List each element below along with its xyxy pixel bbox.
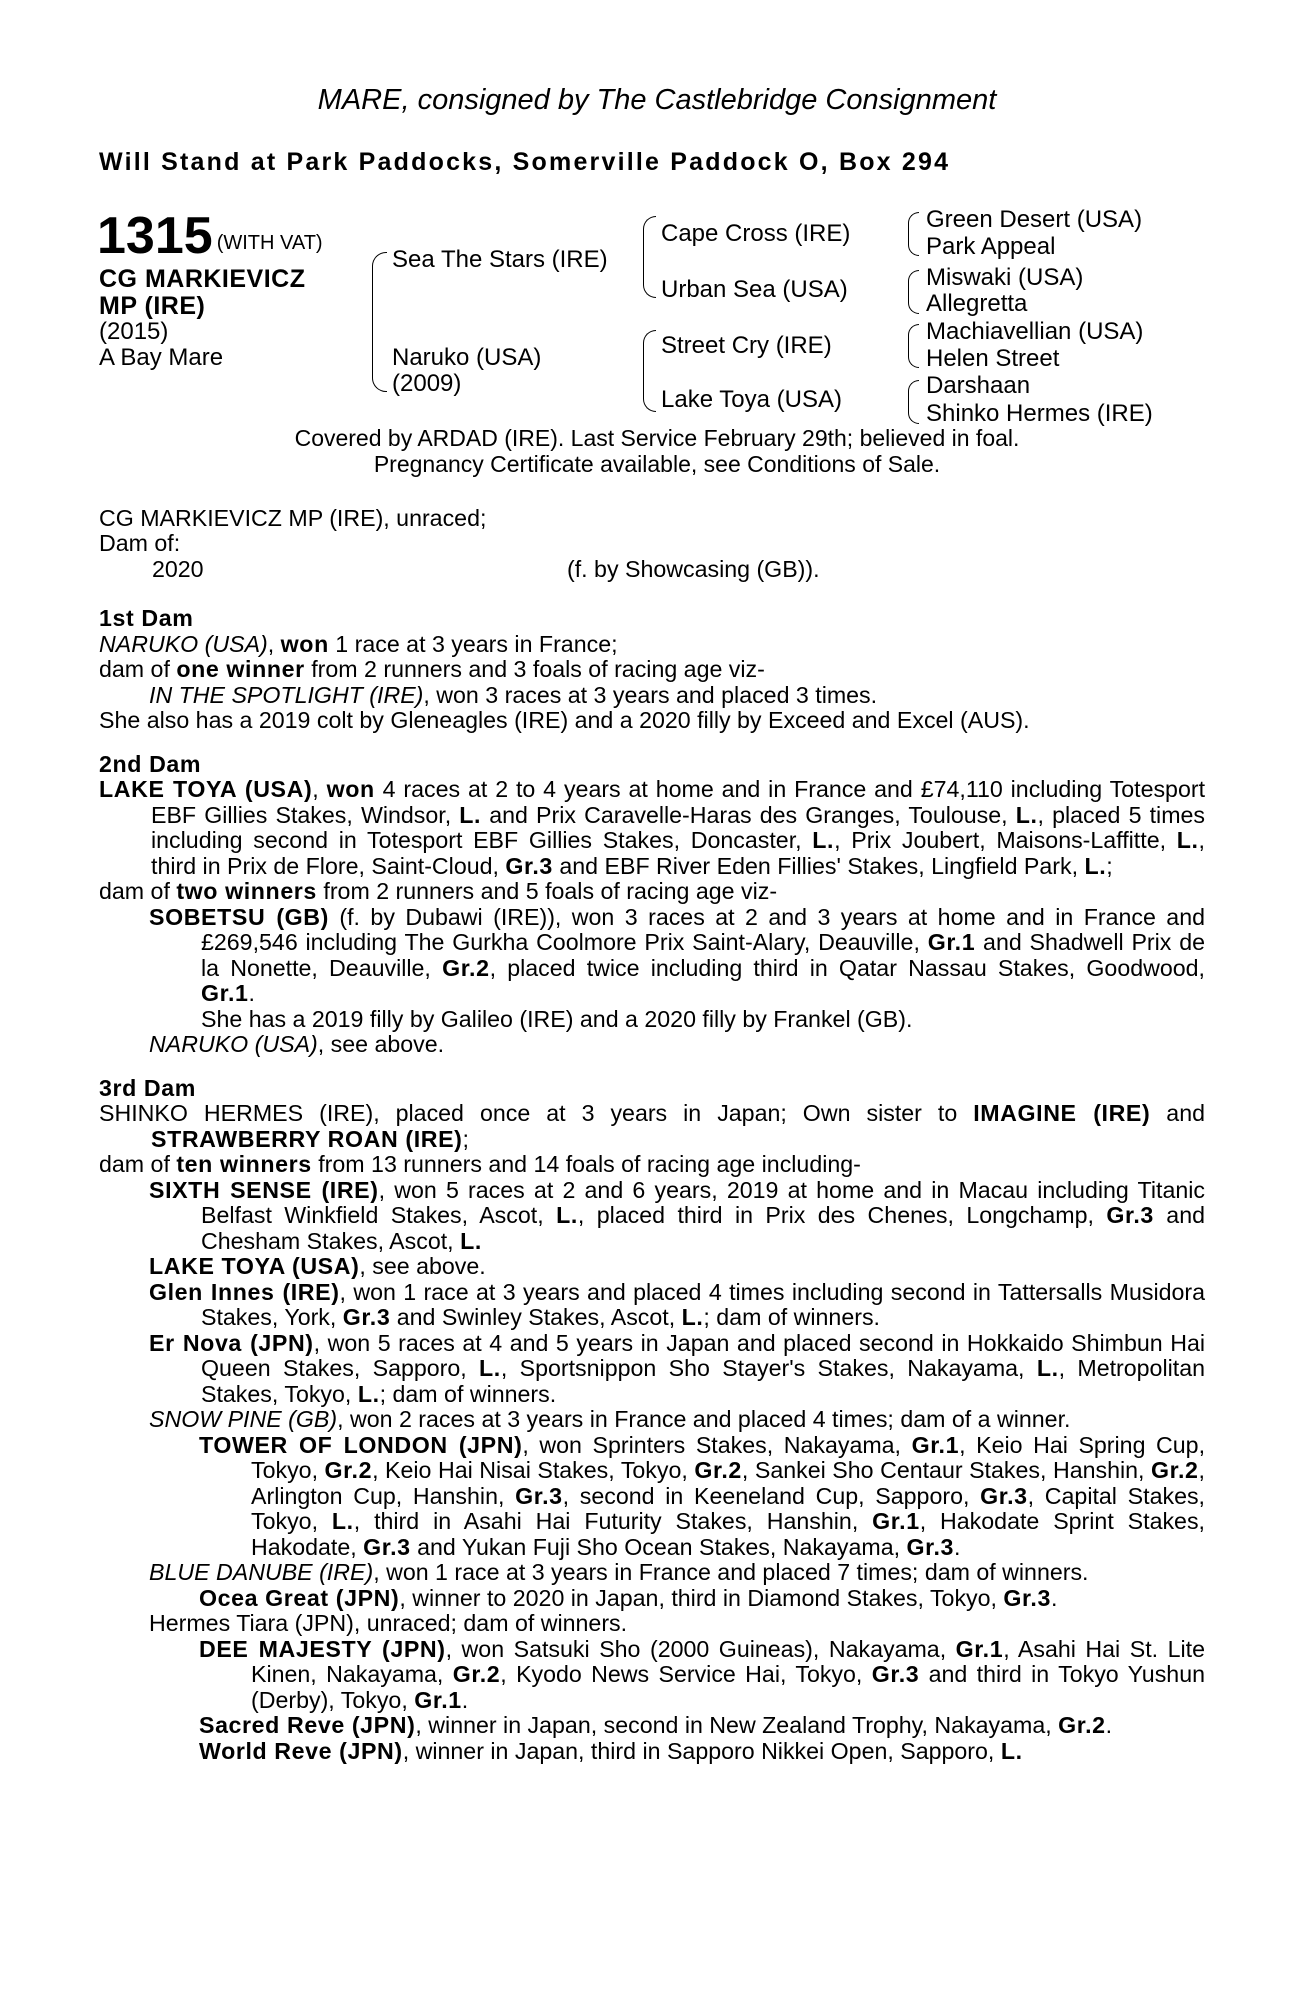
dam1-also: She also has a 2019 colt by Gleneagles (IRE) and a 2020 filly by Exceed and Excel (AUS). [99,707,1030,733]
pedigree-brace-ss [908,212,919,256]
dam1-dam-of: dam of one winner from 2 runners and 3 foals of racing age viz- [99,656,765,682]
covered-line2: Pregnancy Certificate available, see Conditions of Sale. [373,451,941,477]
intro-foal-year: 2020 [152,556,204,582]
dam3-dee-majesty: DEE MAJESTY (JPN), won Satsuki Sho (2000 Guineas), Nakayama, Gr.1, Asahi Hai St. Lite Kinen, Nakayama, Gr.2, Kyodo News Service Hai, Tokyo, Gr.3 and third in Tokyo Yushun (Derby), Tokyo, Gr.1. [199,1635,1206,1713]
dam3-sacred-reve: Sacred Reve (JPN), winner in Japan, second in New Zealand Trophy, Nakayama, Gr.2. [199,1712,1113,1738]
dam3-snow-pine: SNOW PINE (GB), won 2 races at 3 years in France and placed 4 times; dam of a winner. [149,1406,1071,1432]
heading-1st-dam: 1st Dam [99,605,194,631]
stand-location: Will Stand at Park Paddocks, Somerville Paddock O, Box 294 [99,148,951,176]
pedigree-sds: Miswaki (USA) [926,264,1084,291]
pedigree-dam-year: (2009) [392,370,462,397]
heading-2nd-dam: 2nd Dam [99,750,202,777]
dam2-dam-of: dam of two winners from 2 runners and 5 foals of racing age viz- [99,878,778,904]
dam3-world-reve: World Reve (JPN), winner in Japan, third in Sapporo Nikkei Open, Sapporo, L. [199,1737,1023,1764]
dam3-er-nova: Er Nova (JPN), won 5 races at 4 and 5 years in Japan and placed second in Hokkaido Shimbun Hai Queen Stakes, Sapporo, L., Sportsnippon Sho Stayer's Stakes, Nakayama, L., Metropolitan Stakes, Tokyo, L.; dam of winners. [149,1329,1205,1407]
pedigree-dsd: Helen Street [926,345,1060,372]
pedigree-sire: Sea The Stars (IRE) [392,246,608,273]
intro-line2: Dam of: [99,530,181,556]
pedigree-brace-sire [643,216,656,298]
intro-foal-desc: (f. by Showcasing (GB)). [567,556,820,582]
pedigree-ddd: Shinko Hermes (IRE) [926,400,1153,427]
pedigree-ssd: Park Appeal [926,233,1056,260]
dam2-sobetsu: SOBETSU (GB) (f. by Dubawi (IRE)), won 3 races at 2 and 3 years at home and in France and £269,546 including The Gurkha Coolmore Prix Saint-Alary, Deauville, Gr.1 and Shadwell Prix de la Nonette, Deauville, Gr.2, placed twice including third in Qatar Nassau Stakes, Goodwood, Gr.1. [149,903,1205,1006]
pedigree-notes [99,606,1205,1764]
page-subtitle: MARE, consigned by The Castlebridge Consignment [317,84,997,116]
intro-line1: CG MARKIEVICZ MP (IRE), unraced; [99,505,487,531]
horse-name-line1: CG MARKIEVICZ [99,265,306,293]
dam2-she-has: She has a 2019 filly by Galileo (IRE) and a 2020 filly by Frankel (GB). [201,1005,913,1032]
heading-3rd-dam: 3rd Dam [99,1074,196,1101]
horse-year: (2015) [99,318,169,345]
dam3-glen-innes: Glen Innes (IRE), won 1 race at 3 years and placed 4 times including second in Tattersalls Musidora Stakes, York, Gr.3 and Swinley Stakes, Ascot, L.; dam of winners. [149,1278,1205,1330]
covered-line1: Covered by ARDAD (IRE). Last Service February 29th; believed in foal. [294,425,1020,451]
dam3-tower-of-london: TOWER OF LONDON (JPN), won Sprinters Stakes, Nakayama, Gr.1, Keio Hai Spring Cup, Tokyo, Gr.2, Keio Hai Nisai Stakes, Tokyo, Gr.2, Sankei Sho Centaur Stakes, Hanshin, Gr.2, Arlington Cup, Hanshin, Gr.3, second in Keeneland Cup, Sapporo, Gr.3, Capital Stakes, Tokyo, L., third in Asahi Hai Futurity Stakes, Hanshin, Gr.1, Hakodate Sprint Stakes, Hakodate, Gr.3 and Yukan Fuji Sho Ocean Stakes, Nakayama, Gr.3. [199,1431,1206,1560]
pedigree-sdd: Allegretta [926,290,1028,317]
dam3-shinko: SHINKO HERMES (IRE), placed once at 3 years in Japan; Own sister to IMAGINE (IRE) and STRAWBERRY ROAN (IRE); [99,1100,1205,1152]
dam1-para: NARUKO (USA), won 1 race at 3 years in France; [99,630,618,657]
horse-description: A Bay Mare [99,344,224,371]
horse-name-line2: MP (IRE) [99,292,206,320]
dam3-blue-danube: BLUE DANUBE (IRE), won 1 race at 3 years in France and placed 7 times; dam of winners. [149,1559,1089,1585]
pedigree-dam-dam: Lake Toya (USA) [661,386,842,413]
pedigree-sire-sire: Cape Cross (IRE) [661,220,851,247]
lot-number [97,207,323,269]
pedigree-dam-sire: Street Cry (IRE) [661,332,832,359]
pedigree-sss: Green Desert (USA) [926,206,1143,233]
dam1-spotlight: IN THE SPOTLIGHT (IRE), won 3 races at 3 years and placed 3 times. [149,681,878,708]
dam2-lake-toya: LAKE TOYA (USA), won 4 races at 2 to 4 years at home and in France and £74,110 including Totesport EBF Gillies Stakes, Windsor, L. and Prix Caravelle-Haras des Granges, Toulouse, L., placed 5 times including second in Totesport EBF Gillies Stakes, Doncaster, L., Prix Joubert, Maisons-Laffitte, L., third in Prix de Flore, Saint-Cloud, Gr.3 and EBF River Eden Fillies' Stakes, Lingfield Park, L.; [99,776,1206,879]
dam3-sixth-sense: SIXTH SENSE (IRE), won 5 races at 2 and 6 years, 2019 at home and in Macau including Titanic Belfast Winkfield Stakes, Ascot, L., placed third in Prix des Chenes, Longchamp, Gr.3 and Chesham Stakes, Ascot, L. [149,1176,1205,1254]
dam3-dam-of: dam of ten winners from 13 runners and 14 foals of racing age including- [99,1151,861,1177]
pedigree-dam: Naruko (USA) [392,344,542,371]
pedigree-brace-ds [908,324,919,368]
pedigree-dds: Darshaan [926,372,1031,399]
pedigree-brace-main [372,252,387,392]
dam3-hermes-tiara: Hermes Tiara (JPN), unraced; dam of winners. [149,1610,628,1636]
pedigree-brace-sd [908,270,919,314]
pedigree-dss: Machiavellian (USA) [926,318,1144,345]
pedigree-brace-dam [643,330,656,412]
pedigree-brace-dd [908,380,919,424]
dam2-naruko: NARUKO (USA), see above. [149,1031,445,1057]
vat-label: (WITH VAT) [216,232,323,254]
lot-number-value: 1315 [97,207,213,265]
pedigree-sire-dam: Urban Sea (USA) [661,276,848,303]
dam3-ocea-great: Ocea Great (JPN), winner to 2020 in Japan, third in Diamond Stakes, Tokyo, Gr.3. [199,1584,1058,1611]
dam3-lake-toya: LAKE TOYA (USA), see above. [149,1253,486,1279]
